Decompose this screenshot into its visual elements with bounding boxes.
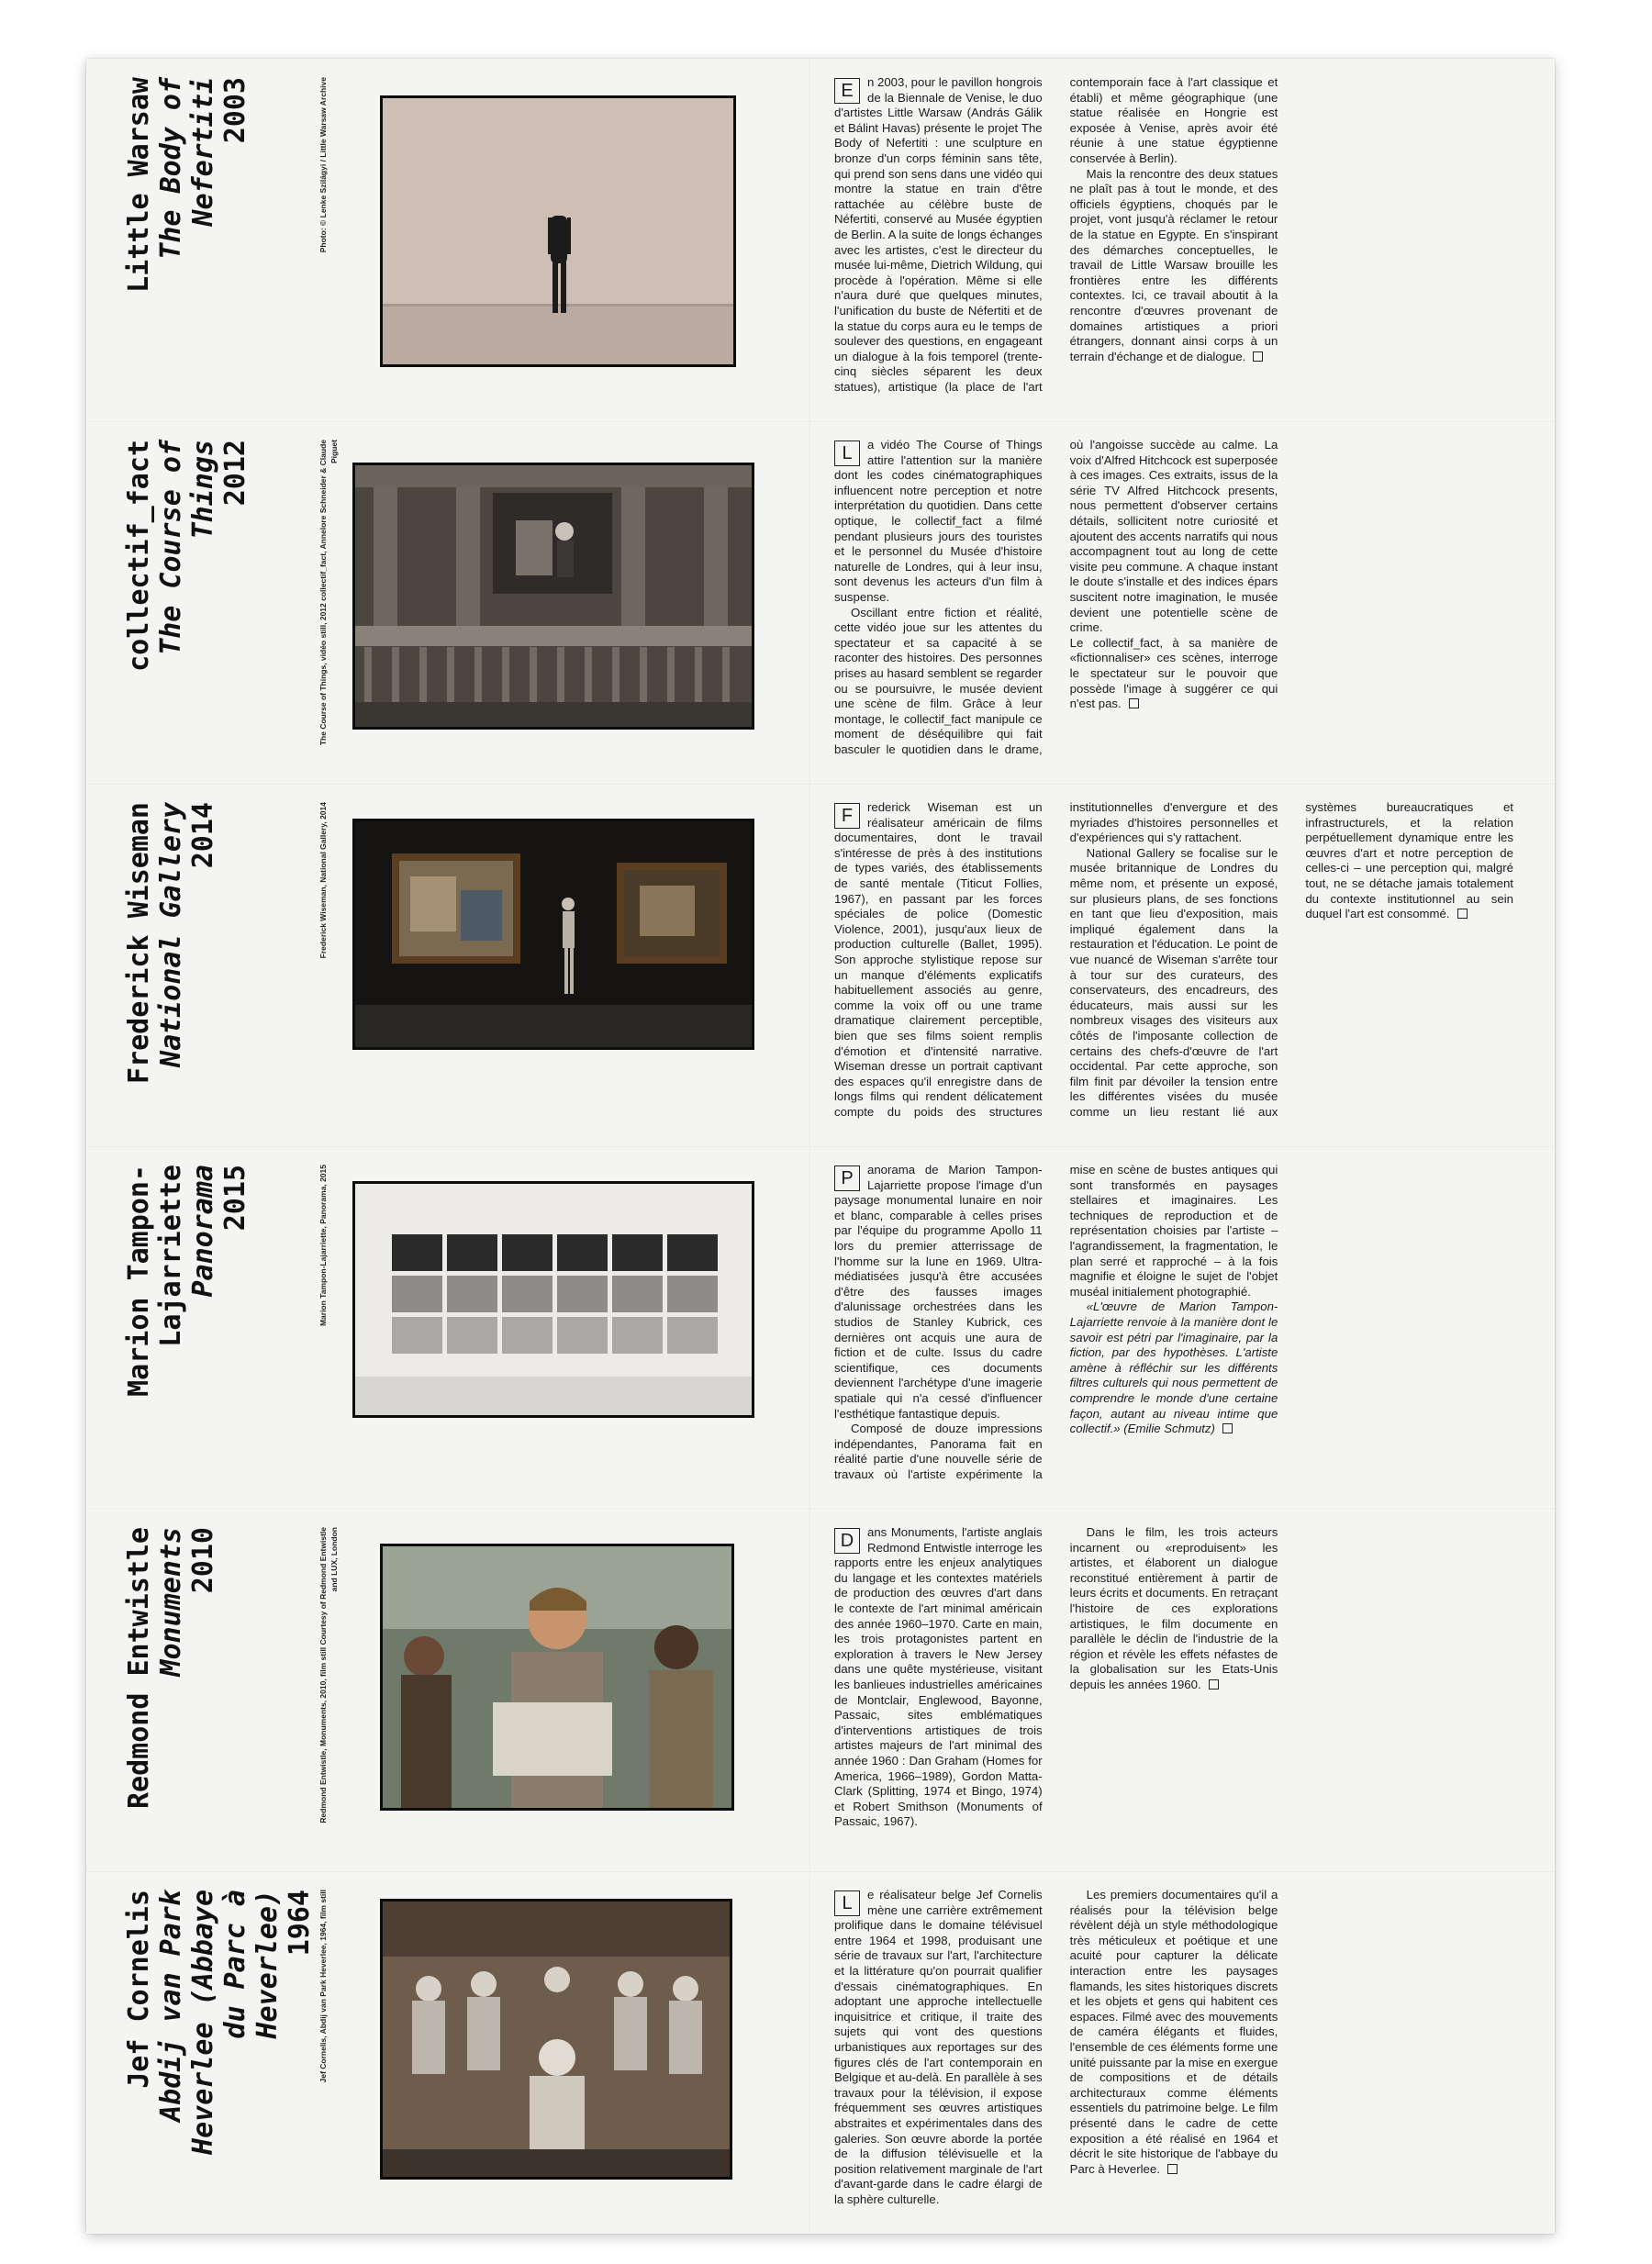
paragraph: National Gallery se focalise sur le musée britannique de Londres du même nom, et présente un exposé, sur plusieurs plans, de ses fonctions en tant que lieu d'exposition, mais impliqué également dans la restauration et l'éducation. Le point de vue nuancé de Wiseman s'arrête tour à tour sur des curateurs, des conservateurs, des encadreurs, des éducateurs, mais aussi sur les nombreux visages des visiteurs aux côtés de l'imposante collection de certains des chefs-d'œuvre de l'art occidental. Par cette approche, son film finit par dévoiler la tension entre les différentes visées du musée comme un lieu restant lié aux systèmes bureaucratiques et infrastructurels, et la relation perpétuellement dynamique entre les œuvres d'art et notre perception de celles-ci – une perception qui, malgré tout, ne se détache jamais totalement du contexte institutionnel au sein duquel l'art est consommé. xyxy=(1069,800,1513,1119)
work-title: Monuments xyxy=(155,1527,187,1677)
section-title xyxy=(123,1527,261,1839)
work-title: Panorama xyxy=(187,1165,219,1298)
dropcap: F xyxy=(834,803,860,829)
photo-credit: Marion Tampon-Lajarriette, Panorama, 2015 xyxy=(318,1165,328,1327)
article-text xyxy=(834,1888,1513,2218)
section-title xyxy=(123,1165,261,1477)
artist-name: Little Warsaw xyxy=(123,77,155,293)
section-marion-tampon-lajarriette xyxy=(86,1146,1555,1509)
photo-abbey-statues xyxy=(380,1899,732,2180)
paragraph: ans Monuments, l'artiste anglais Redmond Entwistle interroge les rapports entre les enjeux analytiques du langage et les contextes matériels de production des œuvres d'art dans le contexte de l'art minimal américain des année 1960–1970. Carte en main, les trois protagonistes partent en exploration à travers le New Jersey dans une quête mystérieuse, visitant les banlieues industrielles américaines de Montclair, Englewood, Bayonne, Passaic, sites emblématiques d'interventions artistiques de trois artistes majeurs de l'art minimal des année 1960 : Dan Graham (Homes for America, 1966–1989), Gordon Matta-Clark (Splitting, 1974 et Bingo, 1974) et Robert Smithson (Monuments of Passaic, 1967). xyxy=(834,1525,1043,1829)
paragraph: n 2003, pour le pavillon hongrois de la Biennale de Venise, le duo d'artistes Little Warsaw (András Gálik et Bálint Havas) présente le projet The Body of Nefertiti : une sculpture en bronze d'un corps féminin sans tête, qui prend son sens dans une vidéo qui montre la statue en train d'être rattachée au célèbre buste de Néfertiti, conservé au Musée égyptien de Berlin. A la suite de longs échanges avec les artistes, c'est le directeur du musée lui-même, Dietrich Wildung, qui procède à l'opération. Même si elle n'aura duré que quelques minutes, l'unification du buste de Néfertiti et de la statue du corps aura eu le temps de soulever des questions, en engageant un dialogue à la fois temporel (trente-cinq siècles séparent les deux statues), artistique (la place de l'art contemporain face à l'art classique et établi) et même géographique (une statue réalisée en Hongrie est exposée à Venise, après avoir été réunie à une statue égyptienne conservée à Berlin). xyxy=(834,75,1278,394)
article-text xyxy=(834,1163,1513,1493)
article-text xyxy=(834,800,1513,1131)
photo-credit: Jef Cornelis, Abdij van Park Heverlee, 1964, film still xyxy=(318,1890,328,2083)
section-little-warsaw xyxy=(86,59,1555,421)
work-title: Abdij van Park Heverlee (Abbaye du Parc à Heverlee) xyxy=(155,1890,284,2155)
work-year: 2014 xyxy=(187,802,219,869)
paragraph: Le collectif_fact, à sa manière de «fictionnaliser» ces scènes, interroge le spectateur sur le pouvoir que possède l'image à suggérer ce qui n'est pas. xyxy=(1069,635,1278,711)
article-text xyxy=(834,1525,1513,1856)
photo-credit: The Course of Things, vidéo still, 2012 collectif_fact, Annelore Schneider & Claude Piguet xyxy=(318,440,339,746)
end-mark-icon xyxy=(1253,351,1263,362)
work-year: 1964 xyxy=(284,1890,316,1957)
quote: «L'œuvre de Marion Tampon-Lajarriette renvoie à la manière dont le savoir est pétri par l'imaginaire, par la fiction, par des hypothèses. L'artiste amène à réfléchir sur les différents filtres culturels qui nous permettent de comprendre le monde d'une certaine façon, autant au niveau intime que collectif.» (Emilie Schmutz) xyxy=(1069,1299,1278,1436)
work-title: The Course of Things xyxy=(155,440,219,655)
dropcap: L xyxy=(834,1890,860,1916)
artist-name: Marion Tampon-Lajarriette xyxy=(123,1165,187,1397)
poster-sheet xyxy=(86,59,1555,2234)
paragraph: rederick Wiseman est un réalisateur américain de films documentaires, dont le travail s'intéresse de près à des institutions de types variés, des établissements de santé mentale (Titicut Follies, 1967), en passant par les forces spéciales de police (Domestic Violence, 2001), jusqu'aux lieux de production culturelle (Ballet, 1995). Son approche stylistique repose sur un manque d'éléments explicatifs habituellement associés au genre, comme la voix off ou une trame dramatique clairement perceptible, bien que ses films soient remplis d'émotion et d'intensité narrative. Wiseman dresse un portrait captivant des espaces qu'il enregistre dans de longs films qui rendent délicatement compte du poids des structures institutionnelles d'envergure et des myriades d'histoires personnelles et d'expériences qui s'y rattachent. xyxy=(834,800,1278,1119)
paragraph: Dans le film, les trois acteurs incarnent ou «reproduisent» les artistes, et élaborent un dialogue reconstitué entièrement à partir de leurs écrits et documents. En retraçant l'histoire de ces explorations artistiques, le film documente en parallèle le déclin de l'industrie de la région et révèle les effets néfastes de la globalisation sur les Etats-Unis depuis les années 1960. xyxy=(1069,1525,1278,1691)
work-year: 2015 xyxy=(219,1165,251,1232)
photo-credit: Redmond Entwistle, Monuments, 2010, film still Courtesy of Redmond Entwistle and LUX, London xyxy=(318,1527,339,1823)
work-title: National Gallery xyxy=(155,802,187,1067)
work-year: 2003 xyxy=(219,77,251,144)
photo-headless-statue xyxy=(380,95,736,367)
section-title xyxy=(123,440,261,752)
photo-credit: Frederick Wiseman, National Gallery, 2014 xyxy=(318,802,328,959)
paragraph: Composé de douze impressions indépendantes, Panorama fait en réalité partie d'une nouvelle série de travaux où l'artiste expérimente la mise en scène de bustes antiques qui sont transformés en paysages stellaires et imaginaires. Les techniques de reproduction et de représentation choisies par l'artiste – l'agrandissement, la fragmentation, le plan serré et rapproché – à la fois magnifie et éloigne le sujet de l'objet muséal initialement photographié. xyxy=(834,1163,1278,1481)
work-year: 2012 xyxy=(219,440,251,507)
end-mark-icon xyxy=(1129,698,1139,708)
artist-name: Frederick Wiseman xyxy=(123,802,155,1085)
artist-name: Redmond Entwistle xyxy=(123,1527,155,1810)
section-title xyxy=(123,1890,316,2202)
paragraph: Mais la rencontre des deux statues ne plaît pas à tout le monde, et des officiels égyptiens, choqués par le projet, vont jusqu'à réclamer le retour de la statue en Egypte. En s'inspirant des démarches conceptuelles, le travail de Little Warsaw brouille les frontières entre les différents contextes. Ici, ce travail aboutit à la rencontre d'œuvres provenant de domaines artistiques a priori étrangers, donnant ainsi corps à un terrain d'échange et de dialogue. xyxy=(1069,166,1278,363)
photo-gallery-dancer xyxy=(352,819,754,1050)
work-year: 2010 xyxy=(187,1527,219,1594)
section-jef-cornelis xyxy=(86,1871,1555,2234)
end-mark-icon xyxy=(1167,2164,1178,2174)
dropcap: L xyxy=(834,441,860,466)
paragraph: e réalisateur belge Jef Cornelis mène une carrière extrêmement prolifique dans le domaine télévisuel entre 1964 et 1998, produisant une série de travaux sur l'art, l'architecture et la littérature qu'on pourrait qualifier d'essais cinématographiques. En adoptant une approche intellectuelle inquisitrice et critique, il traite des sujets qui vont des questions urbanistiques aux reportages sur des figures clés de l'art contemporain en Belgique et au-delà. En parallèle à ses travaux pour la télévision, il expose fréquemment ses œuvres artistiques abstraites et expérimentales dans des galeries. Son œuvre aborde la portée de la diffusion télévisuelle et la position relativement marginale de l'art d'avant-garde dans le cadre élargi de la sphère culturelle. xyxy=(834,1888,1043,2206)
paragraph: Les premiers documentaires qu'il a réalisés pour la télévision belge révèlent déjà un style méthodologique très méticuleux et poétique et une acuité pour capturer la délicate interaction entre les paysages flamands, les sites historiques discrets et les objets et gens qui habitent ces espaces. Filmé avec des mouvements de caméra élégants et fluides, l'ensemble de ces éléments forme une unité puissante par la mise en exergue de compositions et de détails architecturaux comme éléments essentiels du patrimoine belge. Le film présenté dans le cadre de cette exposition a été réalisé en 1964 et décrit le site historique de l'abbaye du Parc à Heverlee. xyxy=(1069,1888,1278,2176)
end-mark-icon xyxy=(1209,1679,1219,1690)
artist-name: collectif_fact xyxy=(123,440,155,672)
dropcap: E xyxy=(834,78,860,104)
section-title xyxy=(123,77,261,389)
end-mark-icon xyxy=(1457,909,1468,919)
section-collectif-fact xyxy=(86,421,1555,784)
section-redmond-entwistle xyxy=(86,1509,1555,1871)
dropcap: D xyxy=(834,1528,860,1554)
end-mark-icon xyxy=(1222,1423,1233,1433)
photo-credit: Photo: © Lenke Szilágyi / Little Warsaw Archive xyxy=(318,77,328,253)
artist-name: Jef Cornelis xyxy=(123,1890,155,2089)
section-title xyxy=(123,802,261,1114)
photo-moon-panorama xyxy=(352,1181,754,1418)
article-text xyxy=(834,438,1513,768)
paragraph: anorama de Marion Tampon-Lajarriette propose l'image d'un paysage monumental lunaire en noir et blanc, comparable à celles prises par l'équipe du programme Apollo 11 lors du premier atterrissage de l'homme sur la lune en 1969. Ultra-médiatisées jusqu'à être accusées d'être des fausses images d'alunissage orchestrées dans les studios de Stanley Kubrick, ces dernières ont acquis une aura de fiction et de culte. Issus du cadre scientifique, ces documents deviennent l'archétype d'une imagerie spatiale qui n'a cessé d'influencer l'esthétique fantastique depuis. xyxy=(834,1163,1043,1421)
article-text xyxy=(834,75,1513,406)
work-title: The Body of Nefertiti xyxy=(155,77,219,260)
dropcap: P xyxy=(834,1165,860,1191)
paragraph: Oscillant entre fiction et réalité, cette vidéo joue sur les attentes du spectateur et sa capacité à se raconter des histoires. Des personnes prises au hasard semblent se regarder ou se poursuivre, le musée devient une scène de film. Grâce à leur montage, le collectif_fact manipule ce moment de déséquilibre qui fait basculer le quotidien dans le drame, où l'angoisse succède au calme. La voix d'Alfred Hitchcock est superposée à ces images. Ces extraits, issus de la série TV Alfred Hitchcock presents, nous permettent d'observer certains détails, sollicitent notre curiosité et ajoutent des accents narratifs qui nous accompagnent tout au long de cette visite peu commune. A chaque instant le doute s'installe et des indices épars suscitent notre imagination, le musée devient une potentielle scène de crime. xyxy=(834,438,1278,756)
section-frederick-wiseman xyxy=(86,784,1555,1146)
photo-three-men-map xyxy=(380,1544,734,1811)
photo-museum-balcony xyxy=(352,463,754,730)
paragraph: a vidéo The Course of Things attire l'attention sur la manière dont les codes cinématographiques influencent notre perception et notre interprétation du quotidien. Dans cette optique, le collectif_fact a filmé pendant plusieurs jours des touristes et le personnel du Musée d'histoire naturelle de Londres, qui à leur insu, sont devenus les acteurs d'un film à suspense. xyxy=(834,438,1043,604)
